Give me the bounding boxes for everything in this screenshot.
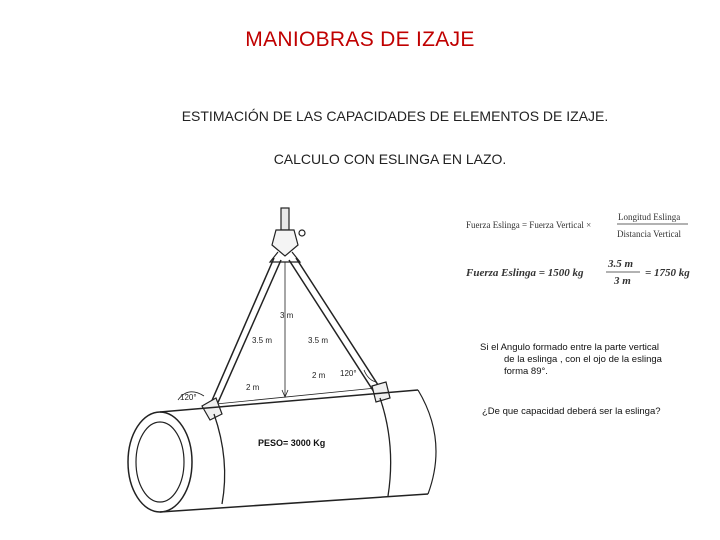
hook-block	[272, 230, 298, 256]
weight-label: PESO= 3000 Kg	[258, 438, 326, 448]
problem-line-2: de la eslinga , con el ojo de la eslinga	[504, 354, 662, 365]
pipe-bottom-edge	[160, 494, 428, 512]
label-2m-left: 2 m	[246, 383, 260, 392]
formula-line2-left: Fuerza Eslinga = 1500 kg	[466, 267, 584, 279]
label-3-5m-left: 3.5 m	[252, 336, 273, 345]
lifting-diagram	[118, 200, 448, 520]
formula-line1-left: Fuerza Eslinga = Fuerza Vertical ×	[466, 220, 592, 230]
right-sling-outer	[296, 258, 380, 388]
pipe-end-outer	[128, 412, 192, 512]
formula-line1-numerator: Longitud Eslinga	[618, 212, 681, 222]
pipe-far-end	[418, 390, 436, 494]
formula-line1-denominator: Distancia Vertical	[617, 229, 682, 239]
formula	[462, 206, 702, 286]
label-3m: 3 m	[280, 311, 294, 320]
formula-line2-numerator: 3.5 m	[608, 258, 634, 270]
label-120-left: 120°	[180, 393, 197, 402]
label-3-5m-right: 3.5 m	[308, 336, 329, 345]
left-sling-outer	[210, 258, 274, 405]
formula-line2-denominator: 3 m	[614, 275, 631, 286]
right-sling-inner	[289, 260, 374, 392]
problem-text	[480, 342, 698, 378]
right-wrap	[380, 398, 391, 496]
problem-line-1: Si el Angulo formado entre la parte vertical	[480, 342, 660, 353]
hook-latch	[299, 230, 305, 236]
problem-line-3: forma 89°.	[504, 366, 548, 377]
page-title: MANIOBRAS DE IZAJE	[245, 28, 475, 51]
calc-heading: CALCULO CON ESLINGA EN LAZO.	[273, 151, 507, 167]
label-2m-center: 2 m	[312, 371, 326, 380]
label-120-right: 120°	[340, 369, 357, 378]
left-wrap	[214, 414, 225, 504]
hook-shank	[281, 208, 289, 230]
subtitle: ESTIMACIÓN DE LAS CAPACIDADES DE ELEMENTOS DE IZAJE.	[181, 108, 609, 124]
formula-line2-result: = 1750 kg	[645, 267, 690, 279]
question: ¿De que capacidad deberá ser la eslinga?	[482, 406, 661, 417]
